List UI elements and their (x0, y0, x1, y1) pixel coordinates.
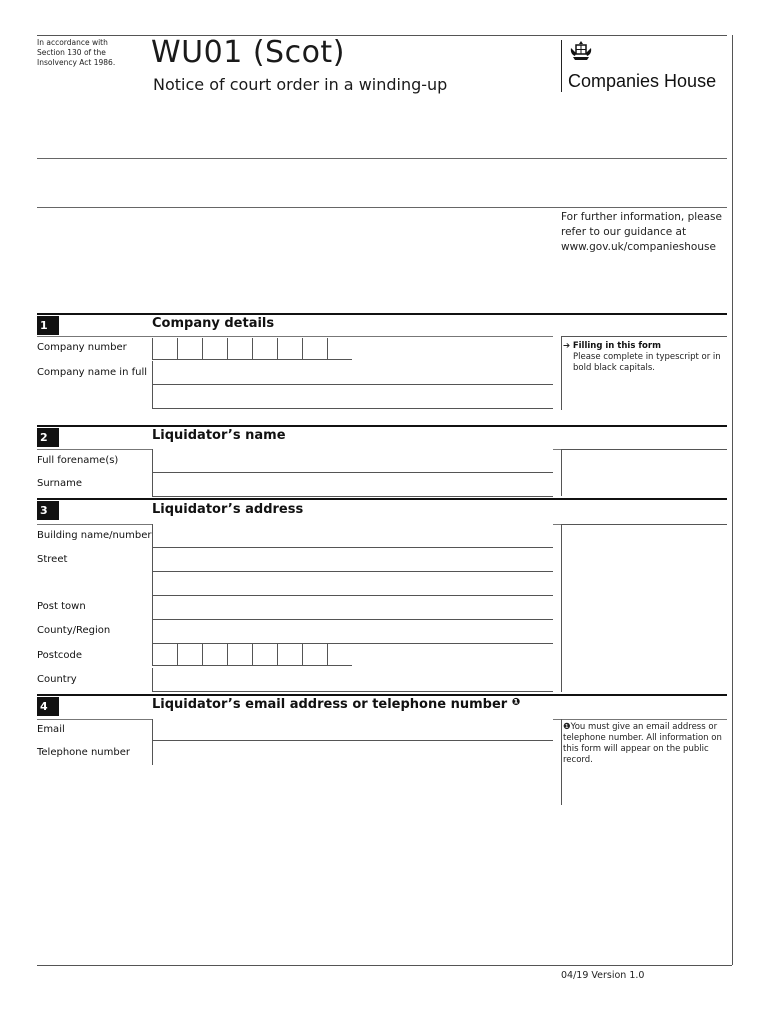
telephone-label: Telephone number (37, 747, 130, 758)
surname-input[interactable] (152, 473, 553, 497)
section-2-side-box (561, 449, 727, 496)
digit-cell[interactable] (252, 338, 277, 360)
section-3-number: 3 (37, 501, 59, 520)
postcode-cell[interactable] (227, 644, 252, 666)
email-input[interactable] (152, 719, 553, 741)
company-name-input-line-2[interactable] (152, 385, 553, 409)
digit-cell[interactable] (177, 338, 202, 360)
section-4-title (152, 697, 520, 712)
company-number-label: Company number (37, 342, 127, 353)
surname-label: Surname (37, 478, 82, 489)
building-input[interactable] (152, 524, 553, 548)
county-label: County/Region (37, 625, 111, 636)
section-2-rule (37, 425, 727, 427)
digit-cell[interactable] (227, 338, 252, 360)
post-town-input[interactable] (152, 596, 553, 620)
companies-house-logo: Companies House (568, 71, 717, 91)
section-1-rule (37, 313, 727, 315)
postcode-cell[interactable] (252, 644, 277, 666)
post-town-label: Post town (37, 601, 86, 612)
section-3-title: Liquidator’s address (152, 502, 304, 517)
postcode-cell[interactable] (152, 644, 177, 666)
logo-divider (561, 40, 562, 92)
version-label: 04/19 Version 1.0 (561, 970, 645, 981)
filling-note (563, 341, 723, 374)
further-info: For further information, please refer to our guidance at www.gov.uk/companieshouse (561, 211, 722, 253)
telephone-input[interactable] (152, 741, 553, 765)
royal-crest-icon (569, 40, 593, 67)
building-label: Building name/number (37, 530, 152, 541)
section-1-underline (37, 336, 553, 337)
forenames-label: Full forename(s) (37, 455, 119, 466)
digit-cell[interactable] (277, 338, 302, 360)
section-4-number: 4 (37, 697, 59, 716)
footer-rule (37, 965, 732, 966)
section-4-note (563, 722, 725, 766)
postcode-label: Postcode (37, 650, 83, 661)
forenames-input[interactable] (152, 449, 553, 473)
form-code: WU01 (Scot) (151, 35, 345, 70)
right-rule (732, 35, 733, 965)
street-label: Street (37, 554, 68, 565)
section-3-rule (37, 498, 727, 500)
filling-note-body: Please complete in typescript or in bold black capitals. (573, 352, 721, 373)
postcode-input[interactable] (152, 644, 352, 666)
postcode-cell[interactable] (177, 644, 202, 666)
filling-note-title: Filling in this form (572, 341, 661, 351)
digit-cell[interactable] (202, 338, 227, 360)
form-title: Notice of court order in a winding-up (153, 75, 448, 94)
note-marker-icon: ❶ (563, 722, 571, 732)
section-2-number: 2 (37, 428, 59, 447)
header-rule-1 (37, 158, 727, 159)
top-rule (37, 35, 727, 36)
street-input-line-1[interactable] (152, 548, 553, 572)
email-label: Email (37, 724, 65, 735)
company-name-label: Company name in full (37, 367, 147, 378)
county-input[interactable] (152, 620, 553, 644)
legal-reference: In accordance with Section 130 of the Insolvency Act 1986. (37, 38, 116, 67)
company-number-input[interactable] (152, 338, 352, 360)
street-input-line-2[interactable] (152, 572, 553, 596)
digit-cell[interactable] (302, 338, 327, 360)
digit-cell[interactable] (152, 338, 177, 360)
section-2-title: Liquidator’s name (152, 428, 286, 443)
postcode-cell[interactable] (277, 644, 302, 666)
country-input[interactable] (152, 668, 553, 692)
postcode-cell[interactable] (327, 644, 352, 666)
digit-cell[interactable] (327, 338, 352, 360)
section-1-title: Company details (152, 316, 275, 331)
postcode-cell[interactable] (302, 644, 327, 666)
postcode-cell[interactable] (202, 644, 227, 666)
company-name-input-line-1[interactable] (152, 361, 553, 385)
section-3-side-box (561, 524, 727, 692)
country-label: Country (37, 674, 77, 685)
section-4-rule (37, 694, 727, 696)
header-rule-2 (37, 207, 727, 208)
section-4-note-body: You must give an email address or telephone number. All information on this form will appear on the public record. (563, 722, 722, 765)
section-4-title-text: Liquidator’s email address or telephone number (152, 697, 508, 712)
footnote-marker-icon: ❶ (511, 697, 521, 708)
arrow-right-icon: ➔ (563, 341, 573, 351)
section-1-number: 1 (37, 316, 59, 335)
